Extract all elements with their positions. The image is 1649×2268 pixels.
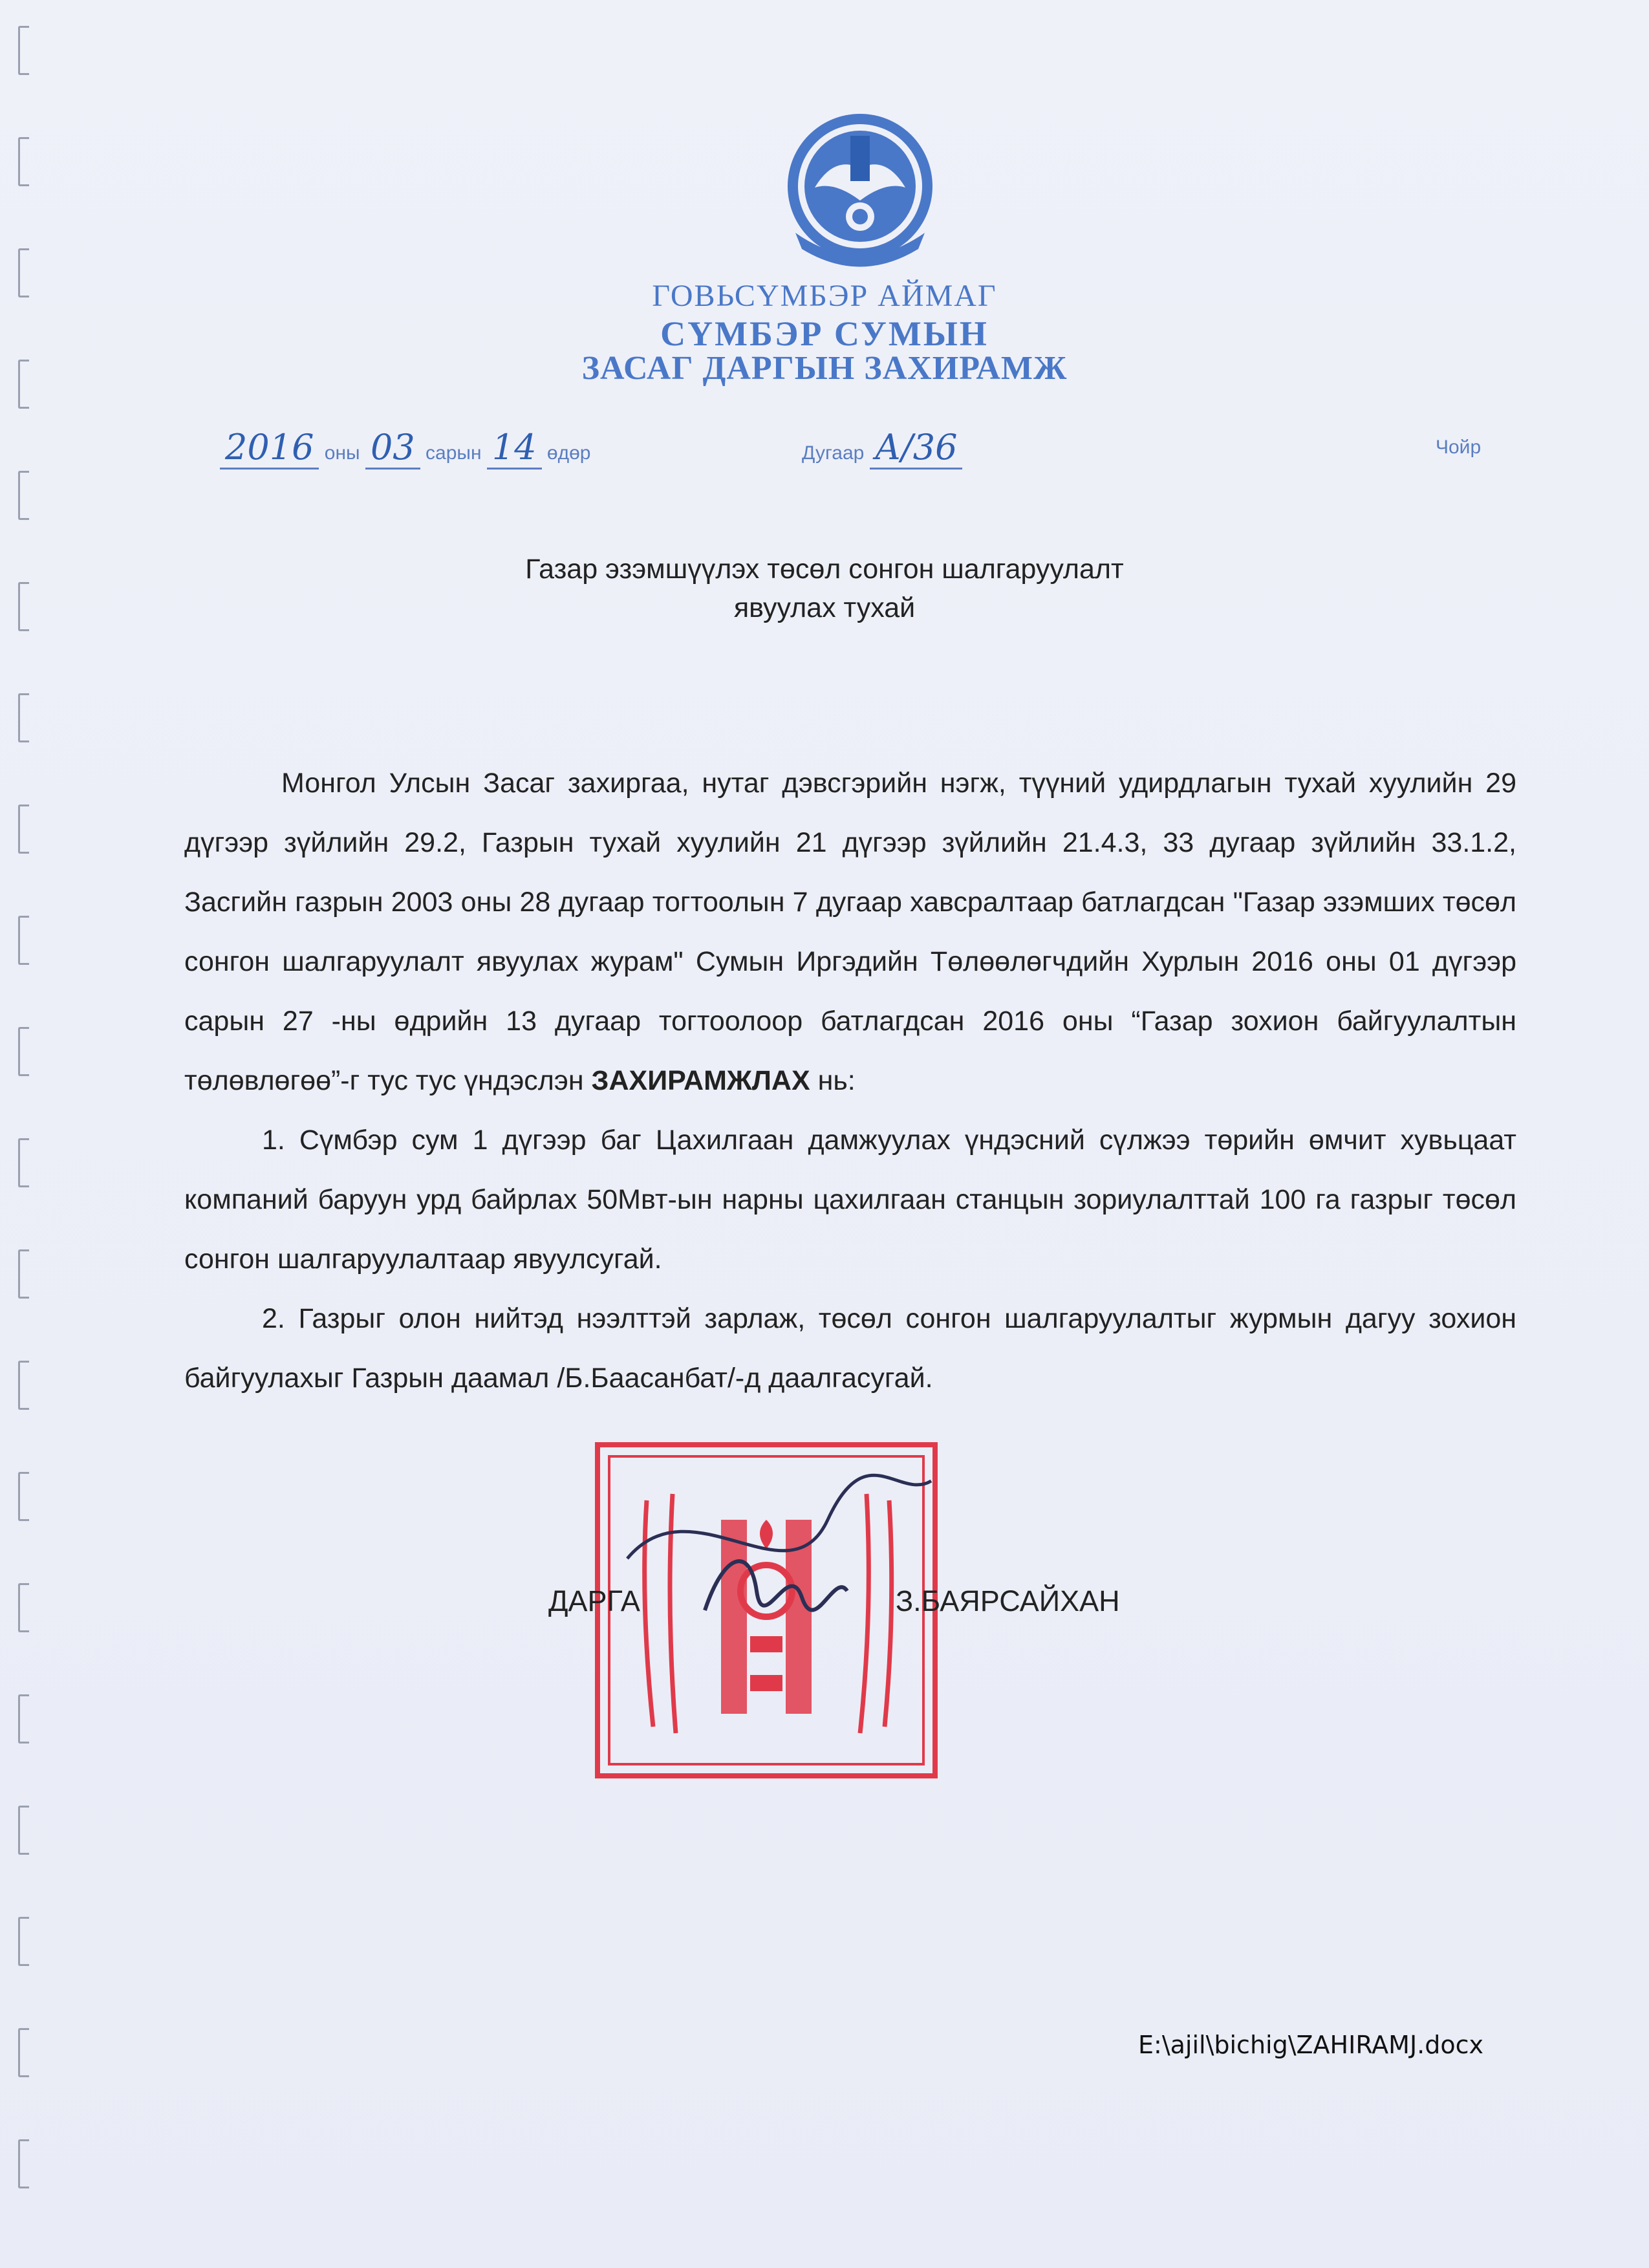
number-field [802,427,962,470]
binding-hole [18,137,29,186]
signatory-role: ДАРГА [548,1584,640,1617]
binding-hole [18,1806,29,1855]
date-year-label: оны [324,442,360,464]
sum-name: СҮМБЭР СУМЫН [660,314,989,353]
preamble-paragraph [184,753,1516,1110]
title-line-1: Газар эзэмшүүлэх төсөл сонгон шалгаруулалт [525,554,1124,585]
binding-hole [18,471,29,520]
binding-hole [18,693,29,742]
preamble-text: Монгол Улсын Засаг захиргаа, нутаг дэвсгэрийн нэгж, түүний удирдлагын тухай хуулийн 29 дүгээр зүйлийн 29.2, Газрын тухай хуулийн 21 дүгээр зүйлийн 21.4.3, 33 дугаар зүйлийн 33.1.2, Засгийн газрын 2003 оны 28 дугаар тогтоолын 7 дугаар хавсралтаар батлагдсан "Газар эзэмших төсөл сонгон шалгаруулалт явуулах журам" Сумын Иргэдийн Төлөөлөгчдийн Хурлын 2016 оны 01 дүгээр сарын 27 -ны өдрийн 13 дугаар тогтоолоор батлагдсан 2016 оны “Газар зохион байгуулалтын төлөвлөгөө”-г тус тус үндэслэн [184,768,1516,1096]
date-field [220,427,590,470]
binding-hole [18,1694,29,1744]
place-name: Чойр [1436,437,1482,458]
binding-hole [18,1361,29,1410]
state-emblem-icon [770,110,951,272]
official-seal-stamp [595,1442,938,1778]
binding-hole [18,1472,29,1521]
binding-hole [18,805,29,854]
file-path: E:\ajil\bichig\ZAHIRAMJ.docx [1138,2031,1484,2059]
document-title [0,550,1649,627]
document-type: ЗАСАГ ДАРГЫН ЗАХИРАМЖ [581,350,1068,387]
document-number: А/36 [870,427,963,470]
order-word: ЗАХИРАМЖЛАХ [591,1065,810,1096]
binding-hole [18,2028,29,2077]
binding-hole [18,1583,29,1632]
date-month: 03 [365,427,420,470]
binding-hole [18,2139,29,2188]
binding-hole [18,1027,29,1076]
aimag-name: ГОВЬСҮМБЭР АЙМАГ [652,279,997,313]
document-body [184,753,1516,1408]
date-day: 14 [487,427,542,470]
binding-hole [18,916,29,965]
binding-hole [18,1917,29,1966]
binding-hole [18,1138,29,1187]
binding-hole [18,1249,29,1299]
date-year: 2016 [220,427,319,470]
order-item-2: 2. Газрыг олон нийтэд нээлттэй зарлаж, төсөл сонгон шалгаруулалтыг журмын дагуу зохион байгуулахыг Газрын даамал /Б.Баасанбат/-д даалгасугай. [184,1303,1516,1394]
binding-hole [18,26,29,75]
date-month-label: сарын [426,442,482,464]
signatory-name: З.БАЯРСАЙХАН [896,1584,1120,1617]
order-item-1: 1. Сүмбэр сум 1 дүгээр баг Цахилгаан дамжуулах үндэсний сүлжээ төрийн өмчит хувьцаат компаний баруун урд байрлах 50Мвт-ын нарны цахилгаан станцын зориулалттай 100 га газрыг төсөл сонгон шалгаруулалтаар явуулсугай. [184,1125,1516,1275]
order-suffix: нь: [810,1065,856,1096]
number-label: Дугаар [802,442,865,464]
title-line-2: явуулах тухай [733,592,916,623]
date-day-label: өдөр [546,442,591,464]
